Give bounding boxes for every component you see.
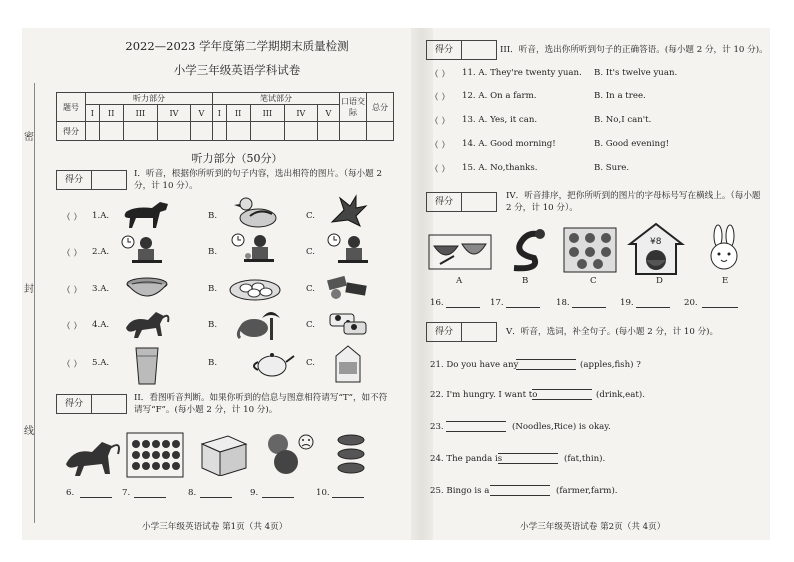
boy-eating-picture bbox=[120, 234, 166, 266]
answer-paren[interactable]: （ ） bbox=[430, 93, 450, 103]
answer-line-22b[interactable] bbox=[532, 399, 592, 400]
item-4-c-label: C. bbox=[306, 320, 316, 330]
answer-line-24b[interactable] bbox=[498, 463, 558, 464]
answer-line-21a[interactable] bbox=[516, 359, 576, 360]
boy-eating-picture bbox=[230, 232, 278, 266]
answer-paren[interactable]: （ ） bbox=[430, 165, 450, 175]
glass-of-water-picture bbox=[132, 346, 162, 386]
bowls-picture bbox=[428, 234, 492, 270]
blank-9-label: 9. bbox=[250, 488, 259, 498]
score-cell[interactable] bbox=[190, 122, 212, 141]
footer-page-1: 小学三年级英语试卷 第1页（共 4页） bbox=[142, 522, 288, 532]
elephant-tree-picture bbox=[232, 304, 282, 342]
answer-paren[interactable]: （ ） bbox=[430, 141, 450, 151]
score-box-label: 得分 bbox=[427, 323, 462, 341]
score-cell[interactable] bbox=[340, 122, 367, 141]
answer-paren[interactable]: （ ） bbox=[62, 286, 82, 296]
answer-line-25a[interactable] bbox=[490, 485, 550, 486]
written-col-4: IV bbox=[285, 105, 318, 122]
answer-line-24a[interactable] bbox=[498, 453, 558, 454]
house-price-picture bbox=[626, 222, 686, 276]
score-box-label: 得分 bbox=[427, 41, 462, 59]
exam-sheet bbox=[22, 28, 770, 540]
section4-instruction: IV．听音排序，把你所听到的图片的字母标号写在横线上。（每小题 2 分，计 10 分）。 bbox=[506, 191, 761, 213]
score-cell[interactable] bbox=[86, 122, 100, 141]
picture-letter-c: C bbox=[590, 276, 597, 286]
answer-line-9[interactable] bbox=[262, 497, 294, 498]
item-4-a-label: 4.A. bbox=[92, 320, 110, 330]
q21-prefix: 21. Do you have any bbox=[430, 360, 519, 370]
score-cell[interactable] bbox=[158, 122, 191, 141]
picture-letter-b: B bbox=[522, 276, 529, 286]
item-3-b-label: B. bbox=[208, 284, 218, 294]
q11-option-a: 11. A. They're twenty yuan. bbox=[462, 68, 582, 78]
listening-header: 听力部分（50分） bbox=[191, 152, 283, 165]
q21-suffix: (apples,fish) ? bbox=[580, 360, 641, 370]
q15-option-a: 15. A. No,thanks. bbox=[462, 163, 538, 173]
item-2-a-label: 2.A. bbox=[92, 247, 110, 257]
binding-mark-cover: 封 bbox=[24, 284, 34, 295]
score-box-label: 得分 bbox=[57, 171, 92, 189]
item-5-c-label: C. bbox=[306, 358, 316, 368]
duck-picture bbox=[232, 192, 282, 232]
stacked-food-picture bbox=[336, 432, 366, 478]
blank-19-label: 19. bbox=[620, 298, 634, 308]
exam-subtitle: 小学三年级英语学科试卷 bbox=[173, 63, 301, 77]
q24-prefix: 24. The panda is bbox=[430, 454, 503, 464]
blank-20-label: 20. bbox=[684, 298, 698, 308]
q25-prefix: 25. Bingo is a bbox=[430, 486, 490, 496]
listening-col-5: V bbox=[190, 105, 212, 122]
score-box-blank[interactable] bbox=[462, 41, 496, 59]
written-col-5: V bbox=[317, 105, 339, 122]
score-box-blank[interactable] bbox=[92, 171, 126, 189]
answer-line-6[interactable] bbox=[80, 497, 112, 498]
q25-suffix: (farmer,farm). bbox=[556, 486, 618, 496]
score-table bbox=[56, 92, 394, 141]
listening-col-1: I bbox=[86, 105, 100, 122]
binding-mark-seal: 密 bbox=[24, 132, 34, 143]
answer-paren[interactable]: （ ） bbox=[62, 249, 82, 259]
score-cell[interactable] bbox=[285, 122, 318, 141]
answer-line-20[interactable] bbox=[702, 307, 738, 308]
score-table-row2-label: 得分 bbox=[57, 122, 86, 141]
answer-line-22a[interactable] bbox=[532, 389, 592, 390]
answer-line-25b[interactable] bbox=[490, 495, 550, 496]
picture-letter-a: A bbox=[456, 276, 463, 286]
q12-option-a: 12. A. On a farm. bbox=[462, 91, 537, 101]
written-col-3: III bbox=[250, 105, 284, 122]
section5-instruction: V．听音，选词，补全句子。(每小题 2 分，计 10 分)。 bbox=[506, 327, 719, 337]
answer-line-18[interactable] bbox=[572, 307, 606, 308]
listening-col-2: II bbox=[99, 105, 123, 122]
q14-option-a: 14. A. Good morning! bbox=[462, 139, 556, 149]
written-col-2: II bbox=[226, 105, 250, 122]
q23-prefix: 23. bbox=[430, 422, 444, 432]
score-box-label: 得分 bbox=[57, 395, 92, 413]
answer-line-7[interactable] bbox=[134, 497, 166, 498]
score-cell[interactable] bbox=[99, 122, 123, 141]
score-box-blank[interactable] bbox=[92, 395, 126, 413]
score-box-label: 得分 bbox=[427, 193, 462, 211]
q13-option-a: 13. A. Yes, it can. bbox=[462, 115, 538, 125]
q22-prefix: 22. I'm hungry. I want to bbox=[430, 390, 538, 400]
q11-option-b: B. It's twelve yuan. bbox=[594, 68, 678, 78]
written-col-1: I bbox=[212, 105, 226, 122]
score-cell[interactable] bbox=[226, 122, 250, 141]
picture-letter-d: D bbox=[656, 276, 663, 286]
answer-line-21b[interactable] bbox=[516, 369, 576, 370]
rabbit-picture bbox=[702, 224, 746, 274]
bird-picture bbox=[326, 192, 370, 230]
answer-paren[interactable]: （ ） bbox=[62, 322, 82, 332]
item-5-b-label: B. bbox=[208, 358, 218, 368]
q14-option-b: B. Good evening! bbox=[594, 139, 670, 149]
counting-circles-picture bbox=[126, 432, 184, 478]
binding-mark-line: 线 bbox=[24, 426, 34, 437]
boy-eating-picture bbox=[326, 232, 370, 266]
answer-line-23a[interactable] bbox=[446, 421, 506, 422]
item-1-c-label: C. bbox=[306, 211, 316, 221]
noodle-bowl-picture bbox=[124, 274, 170, 304]
teapot-picture bbox=[250, 348, 296, 378]
house-price-label: ¥8 bbox=[650, 237, 662, 247]
section1-instruction: I．听音，根据你所听到的句子内容，选出相符的图片。（每小题 2 分，计 10 分）。 bbox=[134, 169, 382, 191]
item-1-b-label: B. bbox=[208, 211, 218, 221]
answer-line-23b[interactable] bbox=[446, 431, 506, 432]
dog-picture bbox=[120, 196, 172, 230]
answer-line-16[interactable] bbox=[446, 307, 480, 308]
q13-option-b: B. No,I can't. bbox=[594, 115, 652, 125]
item-3-a-label: 3.A. bbox=[92, 284, 110, 294]
monkey-picture bbox=[60, 434, 124, 478]
answer-paren[interactable]: （ ） bbox=[430, 70, 450, 80]
blank-17-label: 17. bbox=[490, 298, 504, 308]
q24-suffix: (fat,thin). bbox=[564, 454, 606, 464]
answer-paren[interactable]: （ ） bbox=[62, 213, 82, 223]
q15-option-b: B. Sure. bbox=[594, 163, 630, 173]
item-2-b-label: B. bbox=[208, 247, 218, 257]
score-box-3 bbox=[426, 40, 497, 60]
answer-line-19[interactable] bbox=[636, 307, 670, 308]
item-2-c-label: C. bbox=[306, 247, 316, 257]
dumpling-plate-picture bbox=[228, 276, 282, 302]
food-items-picture bbox=[324, 272, 372, 302]
binding-line bbox=[34, 83, 35, 523]
item-4-b-label: B. bbox=[208, 320, 218, 330]
score-table-row1-label: 题号 bbox=[57, 93, 86, 122]
item-3-c-label: C. bbox=[306, 284, 316, 294]
answer-line-10[interactable] bbox=[332, 497, 364, 498]
score-table-written-label: 笔试部分 bbox=[212, 93, 339, 105]
score-cell[interactable] bbox=[212, 122, 226, 141]
score-cell[interactable] bbox=[317, 122, 339, 141]
score-box-5 bbox=[426, 322, 497, 342]
score-table-listening-label: 听力部分 bbox=[86, 93, 213, 105]
score-box-4 bbox=[426, 192, 497, 212]
score-cell[interactable] bbox=[367, 122, 394, 141]
score-cell[interactable] bbox=[123, 122, 157, 141]
blank-10-label: 10. bbox=[316, 488, 330, 498]
listening-col-4: IV bbox=[158, 105, 191, 122]
blank-16-label: 16. bbox=[430, 298, 444, 308]
section3-instruction: III．听音，选出你所听到句子的正确答语。(每小题 2 分，计 10 分)。 bbox=[500, 45, 768, 55]
item-5-a-label: 5.A. bbox=[92, 358, 110, 368]
answer-line-17[interactable] bbox=[506, 307, 540, 308]
box-picture bbox=[198, 432, 250, 476]
meal-table-picture bbox=[562, 226, 618, 274]
score-box-2 bbox=[56, 394, 127, 414]
q22-suffix: (drink,eat). bbox=[596, 390, 645, 400]
monkey-picture bbox=[122, 308, 172, 340]
answer-paren[interactable]: （ ） bbox=[430, 117, 450, 127]
q23-suffix: (Noodles,Rice) is okay. bbox=[512, 422, 611, 432]
food-sad-face-picture bbox=[262, 430, 316, 478]
score-box-1 bbox=[56, 170, 127, 190]
listening-col-3: III bbox=[123, 105, 157, 122]
blank-7-label: 7. bbox=[122, 488, 131, 498]
q12-option-b: B. In a tree. bbox=[594, 91, 646, 101]
score-box-blank[interactable] bbox=[462, 193, 496, 211]
answer-line-8[interactable] bbox=[200, 497, 232, 498]
exam-title: 2022—2023 学年度第二学期期末质量检测 bbox=[125, 39, 349, 53]
blank-8-label: 8. bbox=[188, 488, 197, 498]
cows-picture bbox=[326, 308, 370, 338]
footer-page-2: 小学三年级英语试卷 第2页（共 4页） bbox=[520, 522, 666, 532]
score-cell[interactable] bbox=[250, 122, 284, 141]
milk-carton-picture bbox=[330, 344, 366, 384]
section2-instruction: II．看图听音判断。如果你听到的信息与图意相符请写“T”，如不符请写“F”。(每小题 2 分，计 10 分)。 bbox=[134, 393, 388, 415]
blank-6-label: 6. bbox=[66, 488, 75, 498]
answer-paren[interactable]: （ ） bbox=[62, 360, 82, 370]
score-table-oral-label: 口语交际 bbox=[340, 93, 367, 122]
score-table-total-label: 总分 bbox=[367, 93, 394, 122]
picture-letter-e: E bbox=[722, 276, 729, 286]
score-box-blank[interactable] bbox=[462, 323, 496, 341]
item-1-a-label: 1.A. bbox=[92, 211, 110, 221]
blank-18-label: 18. bbox=[556, 298, 570, 308]
snake-picture bbox=[506, 224, 550, 274]
